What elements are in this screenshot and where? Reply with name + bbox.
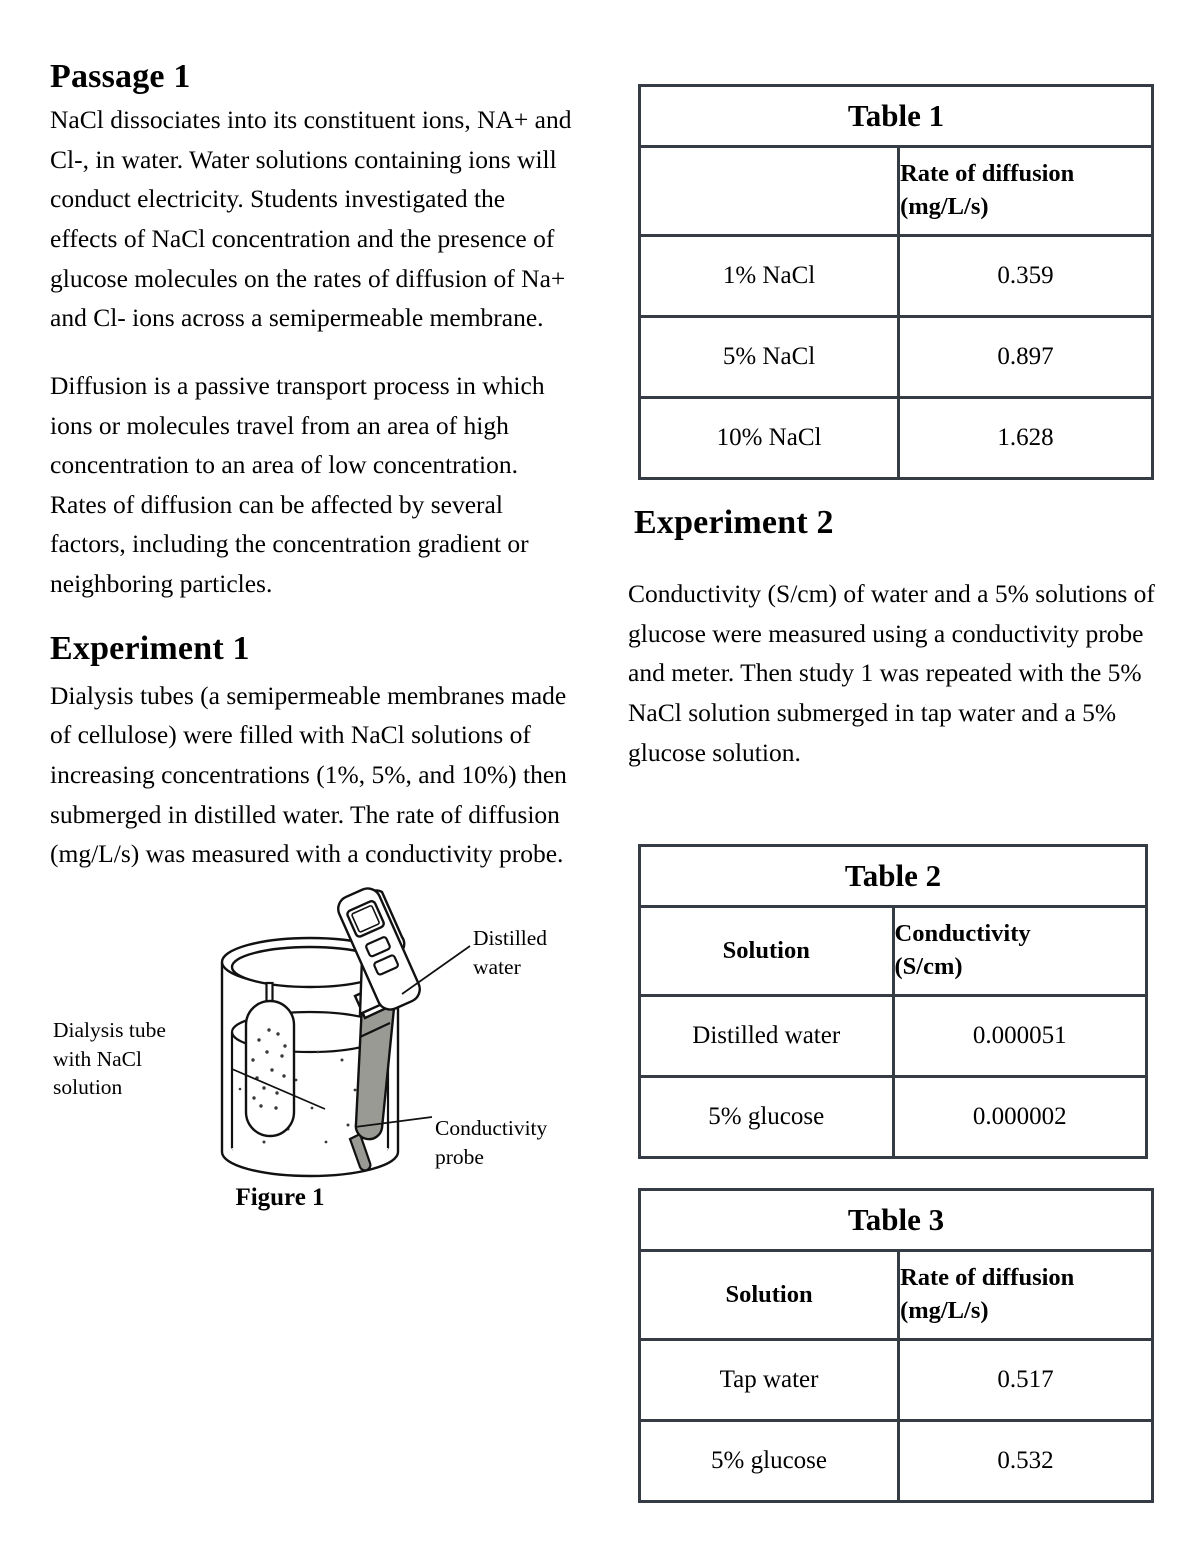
table-1-cell: 5% NaCl — [640, 317, 899, 398]
table-1-cell: 1% NaCl — [640, 236, 899, 317]
label-line: Conductivity — [435, 1116, 548, 1141]
table-1-cell: 10% NaCl — [640, 398, 899, 479]
table-header-row — [640, 1251, 1153, 1340]
header-line: Solution — [722, 936, 810, 964]
table-1-cell: 0.359 — [899, 236, 1153, 317]
table-title-row — [640, 1190, 1153, 1251]
table-2-cell: 5% glucose — [640, 1077, 894, 1158]
experiment-2-heading: Experiment 2 — [634, 504, 834, 541]
table-3 — [638, 1188, 1154, 1503]
table-1 — [638, 84, 1154, 480]
table-2-header-col-1 — [640, 907, 894, 996]
table-1-header-col-1 — [640, 147, 899, 236]
left-column — [50, 58, 572, 1214]
label-line: solution — [53, 1075, 123, 1100]
table-2 — [638, 844, 1148, 1159]
header-line: (mg/L/s) — [900, 1297, 989, 1324]
table-1-header-col-2 — [899, 147, 1153, 236]
figure-label-distilled-water — [473, 924, 547, 981]
table-1-cell: 1.628 — [899, 398, 1153, 479]
table-1-block — [638, 84, 1154, 480]
table-3-cell: 0.517 — [899, 1340, 1153, 1421]
table-row — [640, 1077, 1147, 1158]
table-row — [640, 398, 1153, 479]
table-row — [640, 1340, 1153, 1421]
figure-label-conductivity-probe — [435, 1114, 547, 1171]
header-line: (mg/L/s) — [900, 193, 989, 220]
experiment-1-heading: Experiment 1 — [50, 629, 250, 667]
label-line: Dialysis tube — [53, 1018, 166, 1043]
passage-paragraph-1: NaCl dissociates into its constituent ions, NA+ and Cl-, in water. Water solutions containing ions will conduct electricity. Students investigated the effects of NaCl concentration and the presence of glucose molecules on the rates of diffusion of Na+ and Cl- ions across a semipermeable membrane. — [50, 105, 572, 333]
table-3-title: Table 3 — [640, 1190, 1153, 1251]
table-2-cell: Distilled water — [640, 996, 894, 1077]
header-line: Conductivity — [894, 920, 1031, 948]
table-row — [640, 236, 1153, 317]
table-1-cell: 0.897 — [899, 317, 1153, 398]
experiment-2-text: Conductivity (S/cm) of water and a 5% solutions of glucose were measured using a conductivity probe and meter. Then study 1 was repeated with the 5% NaCl solution submerged in tap water and a 5% glucose solution. — [628, 579, 1155, 767]
figure-label-dialysis-tube — [53, 1016, 166, 1102]
table-title-row — [640, 846, 1147, 907]
table-3-cell: 0.532 — [899, 1421, 1153, 1502]
table-header-row — [640, 147, 1153, 236]
table-3-block — [638, 1188, 1154, 1503]
header-line: Rate of diffusion — [900, 160, 1075, 188]
table-2-header-col-2 — [893, 907, 1147, 996]
table-row — [640, 317, 1153, 398]
header-line: (S/cm) — [894, 953, 963, 980]
label-line: probe — [435, 1144, 484, 1169]
table-title-row — [640, 86, 1153, 147]
experiment-1-text: Dialysis tubes (a semipermeable membranes made of cellulose) were filled with NaCl solutions of increasing concentrations (1%, 5%, and 10%) then submerged in distilled water. The rate of diffusion (mg/L/s) was measured with a conductivity probe. — [50, 680, 567, 869]
header-line: Rate of diffusion — [900, 1264, 1075, 1292]
table-1-title: Table 1 — [640, 86, 1153, 147]
table-2-cell: 0.000002 — [893, 1077, 1147, 1158]
label-line: Distilled — [473, 926, 548, 951]
header-line: Solution — [725, 1280, 813, 1308]
table-3-cell: 5% glucose — [640, 1421, 899, 1502]
table-row — [640, 996, 1147, 1077]
table-2-cell: 0.000051 — [893, 996, 1147, 1077]
figure-caption: Figure 1 — [235, 1184, 325, 1212]
table-2-block — [638, 844, 1148, 1159]
table-2-title: Table 2 — [640, 846, 1147, 907]
table-3-cell: Tap water — [640, 1340, 899, 1421]
page-title: Passage 1 — [50, 58, 191, 95]
figure-1 — [50, 884, 572, 1214]
table-header-row — [640, 907, 1147, 996]
table-3-header-col-2 — [899, 1251, 1153, 1340]
table-3-header-col-1 — [640, 1251, 899, 1340]
table-row — [640, 1421, 1153, 1502]
passage-paragraph-2: Diffusion is a passive transport process in which ions or molecules travel from an area of high concentration to an area of low concentration. Rates of diffusion can be affected by several factors, including the concentration gradient or neighboring particles. — [50, 370, 545, 599]
label-line: water — [473, 954, 521, 979]
label-line: with NaCl — [53, 1046, 142, 1071]
